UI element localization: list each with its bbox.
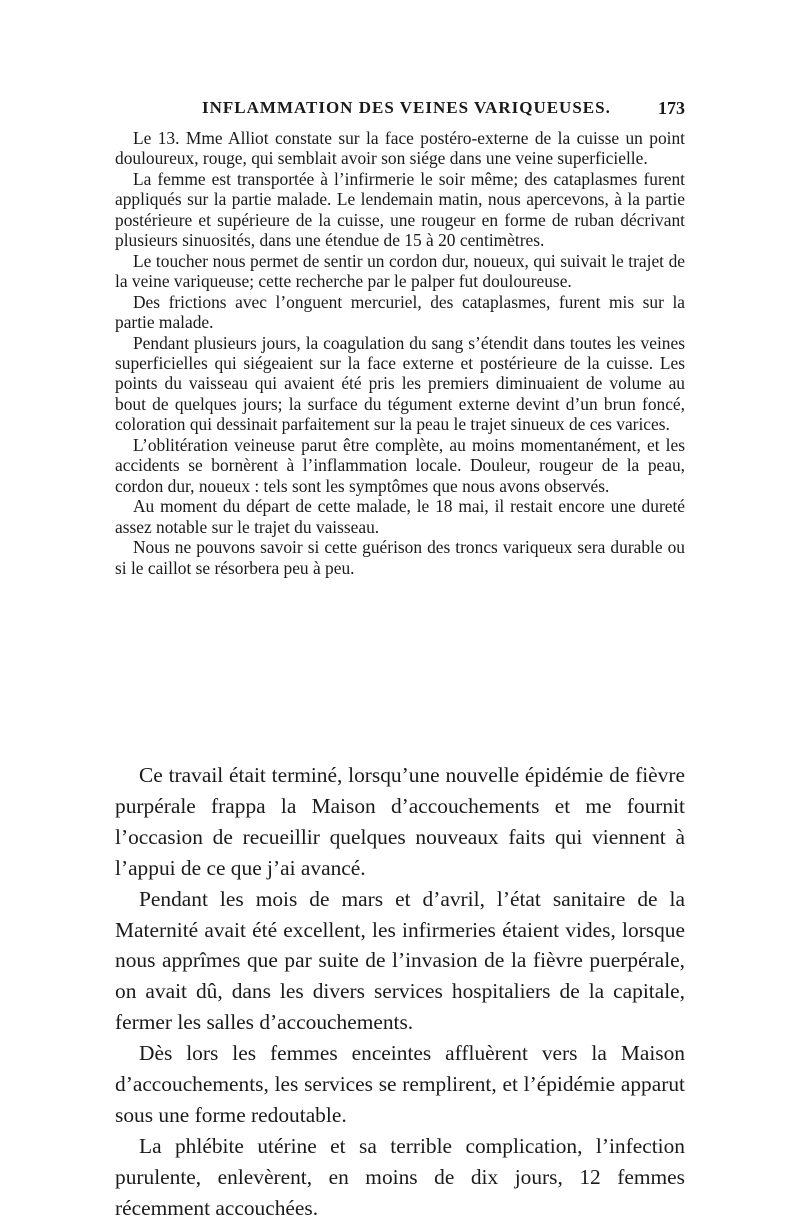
running-title: INFLAMMATION DES VEINES VARIQUEUSES. bbox=[202, 98, 611, 117]
paragraph: Au moment du départ de cette malade, le 18 mai, il restait encore une dureté assez notable sur le trajet du vaisseau. bbox=[115, 496, 685, 537]
paragraph: Pendant les mois de mars et d’avril, l’état sanitaire de la Maternité avait été excellent, les infirmeries étaient vides, lorsque nous apprîmes que par suite de l’invasion de la fièvre puerpérale, on avait dû, dans les divers services hospitaliers de la capitale, fermer les salles d’accouchements. bbox=[115, 886, 685, 1035]
main-body-text bbox=[115, 760, 685, 1224]
paragraph: La femme est transportée à l’infirmerie le soir même; des cataplasmes furent appliqués sur la partie malade. Le lendemain matin, nous apercevons, à la partie postérieure et supérieure de la cuisse, une rougeur en forme de ruban décrivant plusieurs sinuosités, dans une étendue de 15 à 20 centimètres. bbox=[115, 168, 685, 251]
paragraph: La phlébite utérine et sa terrible complication, l’infection purulente, enlevèrent, en moins de dix jours, 12 femmes récemment accouchées. bbox=[115, 1133, 685, 1220]
paragraph: Le 13. Mme Alliot constate sur la face postéro-externe de la cuisse un point douloureux, rouge, qui semblait avoir son siége dans une veine superficielle. bbox=[115, 128, 685, 169]
paragraph: Dès lors les femmes enceintes affluèrent vers la Maison d’accouchements, les services se remplirent, et l’épidémie apparut sous une forme redoutable. bbox=[115, 1041, 685, 1127]
case-observation-text bbox=[115, 128, 685, 578]
paragraph: Pendant plusieurs jours, la coagulation du sang s’étendit dans toutes les veines superficielles qui siégeaient sur la face externe et postérieure de la cuisse. Les points du vaisseau qui avaient été pris les premiers diminuaient de volume au bout de quelques jours; la surface du tégument externe devint d’un brun foncé, coloration qui dessinait parfaitement sur la peau le trajet sinueux de ces varices. bbox=[115, 332, 685, 435]
paragraph: Ce travail était terminé, lorsqu’une nouvelle épidémie de fièvre purpérale frappa la Maison d’accouchements et me fournit l’occasion de recueillir quelques nouveaux faits qui viennent à l’appui de ce que j’ai avancé. bbox=[115, 763, 685, 880]
page-number: 173 bbox=[658, 98, 685, 118]
paragraph: L’oblitération veineuse parut être complète, au moins momentanément, et les accidents se bornèrent à l’inflammation locale. Douleur, rougeur de la peau, cordon dur, noueux : tels sont les symptômes que nous avons observés. bbox=[115, 434, 685, 496]
paragraph: Des frictions avec l’onguent mercuriel, des cataplasmes, furent mis sur la partie malade. bbox=[115, 291, 685, 333]
paragraph: Le toucher nous permet de sentir un cordon dur, noueux, qui suivait le trajet de la veine variqueuse; cette recherche par le palper fut douloureuse. bbox=[115, 250, 685, 292]
page-header bbox=[115, 98, 685, 122]
paragraph: Nous ne pouvons savoir si cette guérison des troncs variqueux sera durable ou si le caillot se résorbera peu à peu. bbox=[115, 537, 685, 578]
